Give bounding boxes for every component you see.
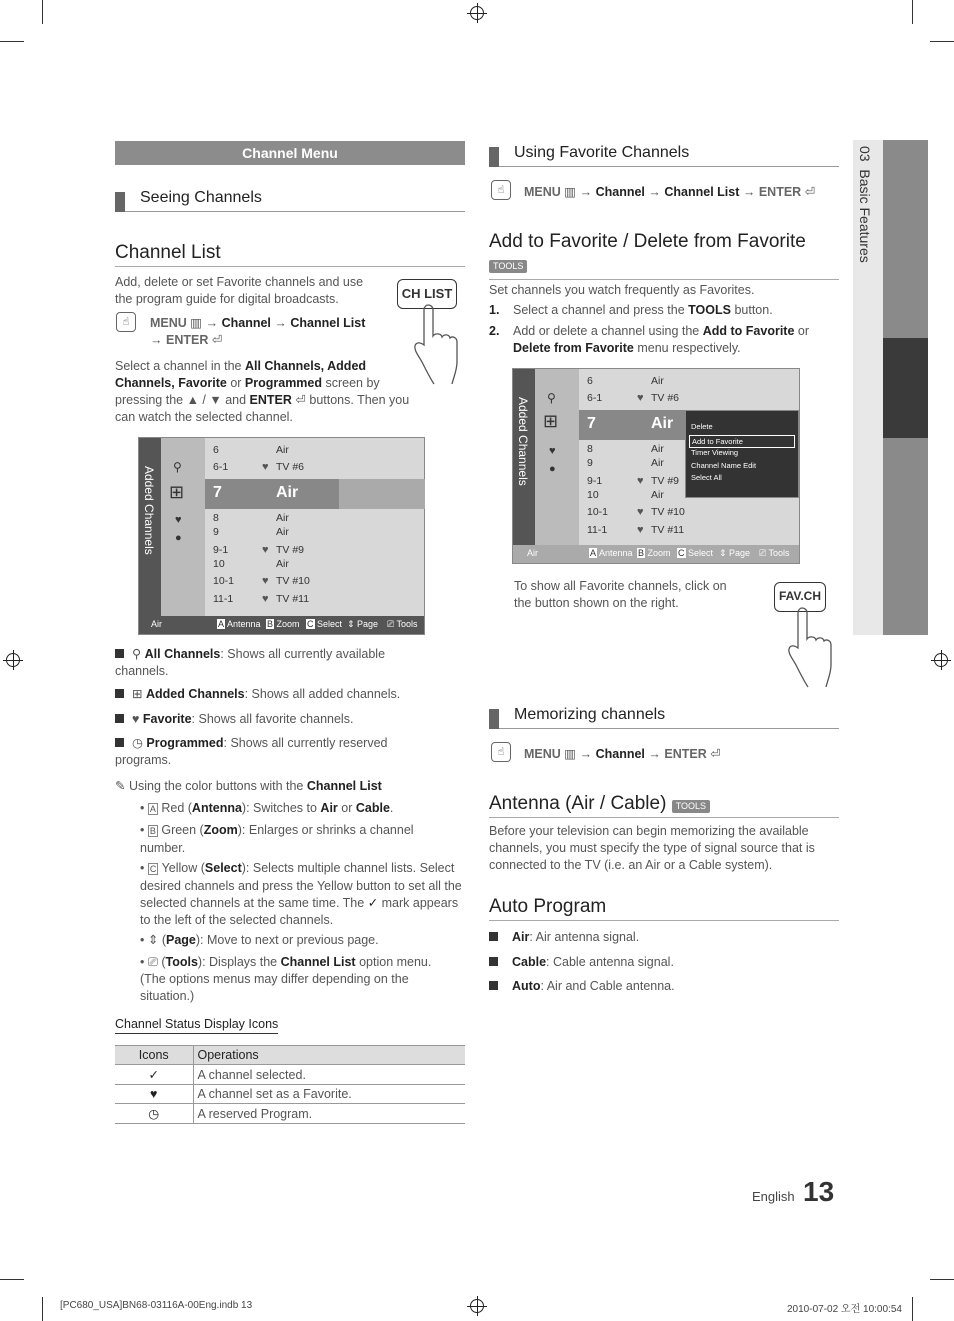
bullet-favorite: ♥ Favorite: Shows all favorite channels. bbox=[115, 711, 445, 728]
channel-list-title: Channel List bbox=[115, 242, 465, 267]
favorite-icon: ♥ bbox=[549, 445, 556, 457]
channel-number: 6 bbox=[213, 444, 219, 456]
heart-icon: ♥ bbox=[637, 392, 644, 404]
channel-name: TV #9 bbox=[651, 475, 680, 487]
memorizing-header bbox=[489, 705, 839, 729]
added-channels-icon: ⊞ bbox=[132, 687, 143, 701]
programmed-icon: ● bbox=[175, 532, 182, 544]
channel-name: Air bbox=[276, 558, 289, 570]
enter-icon: ⏎ bbox=[295, 393, 306, 407]
all-channels-icon: ⚲ bbox=[132, 647, 142, 661]
page-number: 13 bbox=[803, 1176, 835, 1207]
channel-list-screen bbox=[138, 437, 425, 635]
sub-red: • A Red (Antenna): Switches to Air or Cable. bbox=[140, 801, 394, 815]
menu-icon: ▥ bbox=[564, 747, 577, 761]
screen-side-label: Added Channels bbox=[516, 397, 530, 486]
heart-icon: ♥ bbox=[115, 1085, 193, 1104]
channel-name: TV #11 bbox=[651, 524, 685, 536]
side-tab-text bbox=[857, 146, 873, 263]
channel-name: TV #6 bbox=[651, 392, 680, 404]
favorite-menu-path: MENU ▥ → Channel → Channel List → ENTER ⏎ bbox=[524, 185, 816, 199]
auto-bullet-air: Air: Air antenna signal. bbox=[489, 929, 829, 946]
add-to-favorite-title: Add to Favorite / Delete from Favorite TOOLS bbox=[489, 231, 839, 280]
show-favorites-text: To show all Favorite channels, click on the button shown on the right. bbox=[514, 579, 727, 610]
popup-menu-item[interactable]: Add to Favorite bbox=[689, 435, 795, 448]
antenna-title: Antenna (Air / Cable) TOOLS bbox=[489, 793, 839, 818]
registration-mark-icon bbox=[470, 6, 484, 20]
channel-number: 11-1 bbox=[213, 593, 234, 605]
tools-badge: TOOLS bbox=[489, 260, 527, 273]
channel-number: 9-1 bbox=[213, 544, 229, 556]
color-buttons-note: ✎ Using the color buttons with the Channel List bbox=[115, 779, 382, 793]
c-button-icon: C bbox=[149, 864, 157, 874]
tools-icon: ⎚ bbox=[147, 955, 158, 969]
auto-program-title: Auto Program bbox=[489, 896, 839, 921]
page-arrows-icon: ⇕ bbox=[147, 933, 159, 947]
popup-menu-item[interactable]: Delete bbox=[691, 422, 713, 431]
print-date-info: 2010-07-02 오전 10:00:54 bbox=[787, 1304, 902, 1315]
clock-icon: ◷ bbox=[115, 1104, 193, 1124]
channel-list-intro: Add, delete or set Favorite channels and use the program guide for digital broadcasts. bbox=[115, 275, 364, 306]
menu-hand-icon: ☝ bbox=[491, 180, 511, 200]
screen-footer: Air A Antenna B Zoom C Select ⇕ Page ⎚ Tools bbox=[513, 545, 799, 563]
heart-icon: ♥ bbox=[262, 593, 269, 605]
antenna-icon: ⚲ bbox=[547, 391, 556, 405]
enter-icon: ⏎ bbox=[804, 185, 816, 199]
popup-menu-item[interactable]: Channel Name Edit bbox=[691, 460, 757, 470]
a-button-icon: A bbox=[149, 804, 156, 814]
heart-icon: ♥ bbox=[262, 544, 269, 556]
bullet-all-channels: ⚲ All Channels: Shows all currently available channels. bbox=[115, 647, 386, 678]
channel-number: 8 bbox=[213, 512, 219, 524]
auto-bullet-cable: Cable: Cable antenna signal. bbox=[489, 954, 829, 971]
channel-name: Air bbox=[651, 415, 674, 432]
channel-number: 7 bbox=[213, 484, 222, 501]
using-favorite-header bbox=[489, 143, 839, 167]
channel-number: 9 bbox=[587, 457, 593, 469]
bullet-programmed: ◷ Programmed: Shows all currently reserved programs. bbox=[115, 736, 388, 767]
popup-menu-item[interactable]: Timer Viewing bbox=[691, 448, 739, 457]
added-channels-icon: ⊞ bbox=[169, 482, 185, 502]
status-icons-table bbox=[115, 1045, 465, 1124]
registration-mark-icon bbox=[934, 653, 948, 667]
step-2: 2. Add or delete a channel using the Add to Favorite or Delete from Favorite menu respectively. bbox=[489, 324, 809, 355]
antenna-icon: ⚲ bbox=[173, 460, 182, 474]
channel-name: Air bbox=[276, 526, 289, 538]
sub-page: • ⇕ (Page): Move to next or previous page. bbox=[140, 933, 379, 947]
channel-list-menu-path: MENU ▥ → Channel → Channel List → ENTER ⏎ bbox=[150, 316, 366, 347]
channel-name: Air bbox=[276, 444, 289, 456]
channel-name: TV #10 bbox=[276, 575, 310, 587]
antenna-text: Before your television can begin memorizing the available channels, you must specify the type of signal source that is connected to the TV (i.e. an Air or a Cable system). bbox=[489, 824, 815, 872]
using-favorite-title: Using Favorite Channels bbox=[514, 144, 690, 161]
pointing-hand-icon bbox=[784, 603, 844, 688]
note-pencil-icon: ✎ bbox=[115, 779, 126, 793]
channel-number: 10-1 bbox=[587, 506, 609, 518]
programmed-icon: ● bbox=[549, 463, 556, 475]
ch-list-button[interactable]: CH LIST bbox=[397, 279, 457, 309]
sub-tools: • ⎚ (Tools): Displays the Channel List option menu. (The options menus may differ depending on the situation.) bbox=[140, 955, 432, 1003]
channel-number: 7 bbox=[587, 415, 596, 432]
channel-name: Air bbox=[651, 375, 664, 387]
channel-number: 11-1 bbox=[587, 524, 608, 536]
pointing-hand-icon bbox=[410, 300, 470, 385]
selected-row bbox=[205, 479, 339, 509]
channel-number: 10-1 bbox=[213, 575, 235, 587]
channel-number: 9 bbox=[213, 526, 219, 538]
channel-name: Air bbox=[651, 457, 664, 469]
channel-name: Air bbox=[276, 512, 289, 524]
clock-icon: ◷ bbox=[132, 736, 143, 750]
screen-footer: Air A Antenna B Zoom C Select ⇕ Page ⎚ Tools bbox=[139, 616, 424, 634]
heart-icon: ♥ bbox=[637, 524, 644, 536]
table-row: ◷ A reserved Program. bbox=[115, 1104, 465, 1124]
heart-icon: ♥ bbox=[262, 461, 269, 473]
bullet-added-channels: ⊞ Added Channels: Shows all added channels. bbox=[115, 686, 445, 703]
channel-name: TV #6 bbox=[276, 461, 305, 473]
screen-side-label: Added Channels bbox=[142, 466, 156, 555]
table-header-icons: Icons bbox=[115, 1046, 193, 1065]
favorite-icon: ♥ bbox=[175, 514, 182, 526]
print-file-info: [PC680_USA]BN68-03116A-00Eng.indb 13 bbox=[60, 1300, 253, 1311]
select-channel-text: Select a channel in the All Channels, Added Channels, Favorite or Programmed screen by pressing the ▲ / ▼ and ENTER ⏎ buttons. Then you can watch the selected channel. bbox=[115, 359, 410, 424]
channel-name: TV #9 bbox=[276, 544, 305, 556]
tools-popup bbox=[685, 410, 799, 498]
channel-number: 10 bbox=[587, 489, 599, 501]
fav-ch-button[interactable]: FAV.CH bbox=[774, 582, 826, 612]
table-header-operations: Operations bbox=[193, 1046, 465, 1065]
heart-icon: ♥ bbox=[637, 475, 644, 487]
registration-mark-icon bbox=[6, 653, 20, 667]
enter-icon: ⏎ bbox=[211, 333, 223, 347]
seeing-channels-header bbox=[115, 188, 465, 212]
tools-badge: TOOLS bbox=[672, 800, 710, 813]
sub-yellow: • C Yellow (Select): Selects multiple channel lists. Select desired channels and press the Yellow button to set all the selected channels at the same time. The ✓ mark appears to the left of the selected channels. bbox=[140, 861, 462, 927]
channel-name: Air bbox=[276, 484, 299, 501]
channel-number: 6 bbox=[587, 375, 593, 387]
chapter-label: Basic Features bbox=[857, 169, 873, 263]
heart-icon: ♥ bbox=[262, 575, 269, 587]
menu-icon: ▥ bbox=[190, 316, 203, 330]
channel-number: 6-1 bbox=[213, 461, 229, 473]
channel-name: TV #10 bbox=[651, 506, 685, 518]
channel-number: 9-1 bbox=[587, 475, 603, 487]
menu-hand-icon: ☝ bbox=[491, 742, 511, 762]
memorizing-title: Memorizing channels bbox=[514, 706, 666, 723]
channel-number: 6-1 bbox=[587, 392, 603, 404]
table-row: ♥ A channel set as a Favorite. bbox=[115, 1085, 465, 1104]
channel-name: TV #11 bbox=[276, 593, 310, 605]
enter-icon: ⏎ bbox=[710, 747, 721, 761]
channel-number: 8 bbox=[587, 443, 593, 455]
favorite-screen bbox=[512, 368, 800, 564]
menu-icon: ▥ bbox=[564, 185, 577, 199]
channel-name: Air bbox=[651, 489, 664, 501]
sub-green: • B Green (Zoom): Enlarges or shrinks a channel number. bbox=[140, 823, 414, 855]
step-1: 1. Select a channel and press the TOOLS button. bbox=[489, 303, 773, 317]
auto-bullet-auto: Auto: Air and Cable antenna. bbox=[489, 978, 829, 995]
chapter-number: 03 bbox=[857, 146, 873, 162]
memorizing-menu-path: MENU ▥ → Channel → ENTER ⏎ bbox=[524, 747, 721, 761]
status-icons-title: Channel Status Display Icons bbox=[115, 1017, 278, 1034]
channel-name: Air bbox=[651, 443, 664, 455]
seeing-channels-title: Seeing Channels bbox=[140, 189, 262, 206]
b-button-icon: B bbox=[149, 826, 156, 836]
set-favorites-text: Set channels you watch frequently as Favorites. bbox=[489, 283, 755, 297]
added-channels-icon: ⊞ bbox=[543, 411, 559, 431]
menu-hand-icon: ☝ bbox=[116, 312, 136, 332]
registration-mark-icon bbox=[470, 1299, 484, 1313]
popup-menu-item[interactable]: Select All bbox=[691, 473, 722, 482]
page-language: English bbox=[752, 1189, 795, 1204]
table-row: ✓ A channel selected. bbox=[115, 1065, 465, 1085]
check-icon: ✓ bbox=[115, 1065, 193, 1085]
side-tab-active bbox=[883, 338, 928, 438]
heart-icon: ♥ bbox=[637, 506, 644, 518]
heart-icon: ♥ bbox=[132, 712, 140, 726]
check-icon: ✓ bbox=[367, 896, 379, 910]
channel-number: 10 bbox=[213, 558, 225, 570]
channel-menu-banner: Channel Menu bbox=[115, 141, 465, 165]
